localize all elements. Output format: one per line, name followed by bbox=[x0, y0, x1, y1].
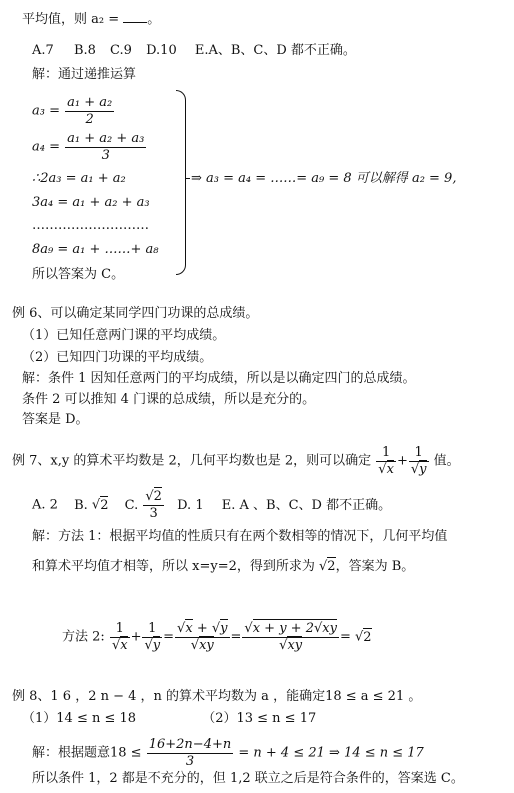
answer-blank bbox=[123, 12, 147, 23]
example8-conclusion: 所以条件 1，2 都是不充分的，但 1,2 联立之后是符合条件的，答案选 C。 bbox=[32, 771, 464, 786]
example8-solution: 解：根据题意18 ≤ $\frac{16+2n-4+n}{3}$ = n + 4 ≤ 21 ⇒ 14 ≤ n ≤ 17 bbox=[32, 737, 424, 769]
example6-title: 例 6、可以确定某同学四门功课的总成绩。 bbox=[12, 306, 259, 321]
example7-title: 例 7、x,y 的算术平均数是 2，几何平均数也是 2，则可以确定 $\frac{1}{√x}$ + $\frac{1}{√y}$ 值。 bbox=[12, 445, 460, 477]
example7-solution2: 和算术平均值才相等，所以 x=y=2，得到所求为 √2，答案为 B。 bbox=[32, 559, 415, 574]
right-brace bbox=[176, 90, 186, 275]
example6-condition1: （1）已知任意两门课的平均成绩。 bbox=[22, 328, 226, 343]
brace-tip bbox=[185, 178, 190, 179]
example6-answer: 答案是 D。 bbox=[22, 412, 89, 427]
question-tail: 平均值，则 a₂ = 。 bbox=[22, 12, 161, 27]
example6-solution1: 解：条件 1 因知任意两门的平均成绩，所以是以确定四门的总成绩。 bbox=[22, 371, 416, 386]
option-list: A.7 B.8 C.9 D.10 E.A、B、C、D 都不正确。 bbox=[32, 43, 356, 58]
example8-title: 例 8、1 6 ，2 n − 4 ，n 的算术平均数为 a ，能确定18 ≤ a ≤ 21 。 bbox=[12, 689, 422, 704]
equation-8a9: 8a₉ = a₁ + ……+ a₈ bbox=[32, 242, 159, 257]
example6-condition2: （2）已知四门功课的平均成绩。 bbox=[22, 350, 213, 365]
equation-a4: a₄ = $\frac{\text{a₁ + a₂ + a₃}}{3}$ bbox=[32, 131, 145, 163]
equation-a3: a₃ = $\frac{\text{a₁ + a₂}}{2}$ bbox=[32, 95, 113, 127]
equation-2a3: ∴2a₃ = a₁ + a₂ bbox=[32, 171, 126, 186]
example7-solution1: 解：方法 1：根据平均值的性质只有在两个数相等的情况下，几何平均值 bbox=[32, 529, 448, 544]
solution-intro: 解：通过递推运算 bbox=[32, 67, 137, 82]
equation-3a4: 3a₄ = a₁ + a₂ + a₃ bbox=[32, 195, 150, 210]
answer-line: 所以答案为 C。 bbox=[32, 267, 125, 282]
example6-solution2: 条件 2 可以推知 4 门课的总成绩，所以是充分的。 bbox=[22, 392, 316, 407]
example7-method2: 方法 2: $\frac{1}{√x}$ + $\frac{1}{√y}$ = $\frac{√x + √y}{√xy}$ = $\frac{√x + y + 2√xy}{√xy}$ = √2 bbox=[62, 621, 372, 653]
example7-options: A. 2 B. √2 C. $\frac{√2}{3}$ D. 1 E. A 、B、C、D 都不正确。 bbox=[32, 489, 392, 521]
equation-dots: ……………………… bbox=[32, 218, 149, 233]
equation-result: ⇒ a₃ = a₄ = ……= a₉ = 8 可以解得 a₂ = 9, bbox=[191, 171, 457, 186]
example8-conditions: （1）14 ≤ n ≤ 18 （2）13 ≤ n ≤ 17 bbox=[22, 711, 317, 726]
